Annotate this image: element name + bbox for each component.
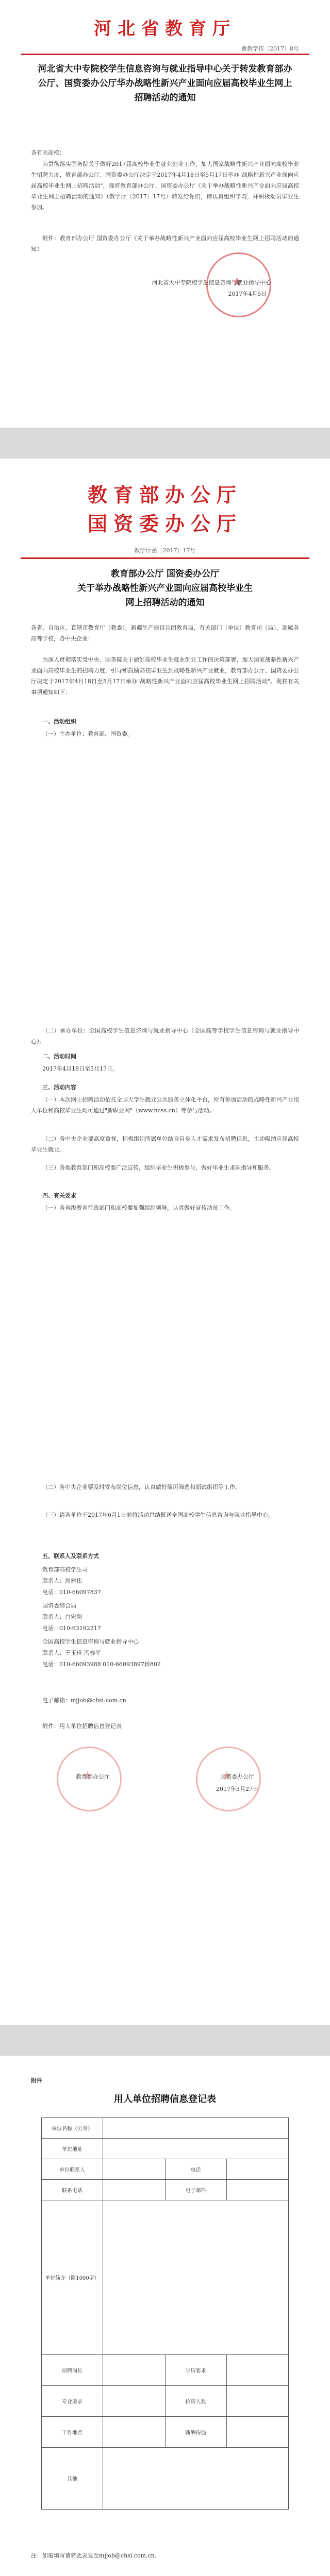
form-value [226,2159,289,2180]
form-value [103,2417,166,2448]
form-title: 用人单位招聘信息登记表 [114,2094,216,2105]
registration-form-table [41,2117,289,2510]
form-row [42,2118,289,2139]
page-gap [0,428,330,459]
page2-title-line1: 教育部办公厅 国资委办公厅 [111,569,219,579]
page2-header-line1: 教育部办公厅 [87,483,242,506]
section-5-heading: 五、联系人及联系方式 [42,1553,99,1560]
page1-red-rule [21,54,309,55]
section-4-a: （一）各省级教育行政部门和高校要加强组织领导，认真做好宣传动员工作。 [42,1205,235,1211]
page2-signer-right: 国资委办公厅 [220,1773,254,1780]
form-label: 招聘岗位 [42,2355,103,2386]
contact3-tel: 电话：010-66093988 010-66093897转802 [42,1661,161,1668]
form-label: 招聘人数 [165,2386,226,2417]
form-row [42,2139,289,2159]
section-1-b: （二）承办单位：全国高校学生信息咨询与就业指导中心（全国高等学校学生信息咨询与就业指导中心）。 [31,1027,299,1045]
section-1-heading: 一、活动组织 [42,718,76,725]
section-2-heading: 二、活动时间 [42,1053,76,1060]
page2-doc-number: 教学厅函〔2017〕17号 [134,547,196,554]
section-3-c: （三）各地教育部门和高校要广泛宣传，组织毕业生积极参与，做好毕业生求职指导和服务。 [42,1164,275,1171]
page2-red-rule [21,557,309,559]
form-label: 电话 [165,2159,226,2180]
section-4-heading: 四、有关要求 [42,1192,76,1199]
page2-title-line3: 网上招聘活动的通知 [125,598,205,608]
page-1 [0,0,330,428]
form-label: 联系电话 [42,2180,103,2200]
form-label: 其他 [42,2448,103,2510]
form-value [103,2180,166,2200]
contact3-org: 全国高校学生信息咨询与就业指导中心 [42,1638,139,1645]
form-label: 专业要求 [42,2386,103,2417]
form-label: 学历要求 [165,2355,226,2386]
form-note: 注：如需填写请将此表发至mjjob@chsi.com.cn。 [31,2552,160,2559]
form-label: 单位地址 [42,2139,103,2159]
form-label: 电子邮件 [165,2180,226,2200]
section-4-b: （二）各中央企业要及时发布岗位信息，认真做好简历筛选和面试组织等工作。 [42,1484,241,1490]
form-row [42,2200,289,2355]
page1-title: 河北省大中专院校学生信息咨询与就业指导中心关于转发教育部办公厅、国资委办公厅华办战略性新兴产业面向应届高校毕业生网上招聘活动的通知 [38,64,292,103]
page2-attachment-note: 附件：用人单位招聘信息登记表 [42,1723,122,1730]
contact2-tel: 电话：010-63192217 [42,1625,101,1632]
form-row [42,2159,289,2180]
page1-doc-number: 冀教学传〔2017〕8号 [241,45,299,52]
section-1-a: （一）主办单位：教育部、国资委。 [42,731,133,737]
form-label: 薪酬待遇 [165,2417,226,2448]
form-value [103,2200,289,2355]
form-label: 工作地点 [42,2417,103,2448]
page2-date: 2017年3月27日 [216,1786,258,1792]
page2-signer-left: 教育部办公厅 [76,1773,110,1780]
page2-intro: 为深入贯彻落实党中央、国务院关于做好高校毕业生就业创业工作的决策部署，加大国家战略性新兴产业面向高校毕业生的招聘力度，引导和鼓励高校毕业生到战略性新兴产业就业，教育部办公厅、国资委办公厅决定于2017年4月18日至5月17日举办"战略性新兴产业面向应届高校毕业生网上招聘活动"。现将有关事项通知如下： [31,656,299,696]
page-gap [0,2025,330,2056]
form-value [103,2355,166,2386]
contact2-name: 联系人：白宏刚 [42,1614,82,1620]
contact1-name: 联系人：周建伟 [42,1578,82,1584]
section-3-heading: 三、活动内容 [42,1084,76,1091]
section-2-a: 2017年4月18日至5月17日。 [42,1065,118,1072]
page1-body: 为贯彻落实国务院关于做好2017届高校毕业生就业创业工作，加大国家战略性新兴产业面向高校毕业生招聘力度，教育部办公厅、国资委办公厅决定于2017年4月18日至5月17日举办"战略性新兴产业面向应届高校毕业生网上招聘活动"，现将教育部办公厅、国资委办公厅《关于举办战略性新兴产业面向应届高校毕业生网上招聘活动的通知》（教学厅〔2017〕17号）转发给你们，请认真组织学习，并积极动员毕业生参加。 [31,161,299,211]
form-value [103,2159,166,2180]
contact1-org: 教育部高校学生司 [42,1566,88,1573]
page1-salutation: 各有关高校： [31,149,65,156]
form-value [226,2180,289,2200]
contact1-tel: 电话：010-66097837 [42,1589,101,1596]
page1-signer: 河北省大中专院校学生信息咨询与就业指导中心 [152,279,271,286]
form-value [103,2139,289,2159]
form-row [42,2355,289,2386]
section-3-a: （一）本次网上招聘活动依托全国大学生就业公共服务立体化平台，所有参加活动的战略性新兴产业用人单位和高校毕业生均可通过"新职业网"（www.ncss.cn）等参与活动。 [31,1096,299,1114]
form-value [103,2118,289,2139]
form-row [42,2180,289,2200]
form-label: 单位联系人 [42,2159,103,2180]
page3-attach-label: 附件 [31,2077,42,2084]
page-2 [0,459,330,2025]
form-value [226,2355,289,2386]
contact-email: 电子邮箱：mjjob@chsi.com.cn [42,1697,126,1704]
contact2-org: 国资委综合局 [42,1602,76,1609]
form-label: 单位名称（公章） [42,2118,103,2139]
page1-header: 河北省教育厅 [94,19,236,39]
page2-title-line2: 关于举办战略性新兴产业面向应届高校毕业生 [77,583,253,594]
page1-date: 2017年4月5日 [228,291,267,297]
page2-salutation: 各省、自治区、直辖市教育厅（教委），新疆生产建设兵团教育局，有关部门（单位）教育司（局），部属各高等学校，各中央企业： [31,624,299,642]
contact3-name: 联系人：王玉珏 冯春平 [42,1650,101,1656]
form-value [103,2386,166,2417]
form-row [42,2417,289,2448]
form-row [42,2448,289,2510]
page1-attachment: 附件：教育部办公厅 国资委办公厅《关于举办战略性新兴产业面向应届高校毕业生网上招聘活动的通知》 [31,235,299,252]
page-3 [0,2056,330,2576]
section-4-c: （三）请各单位于2017年6月1日前将活动总结报送全国高校学生信息咨询与就业指导中心。 [42,1512,274,1518]
form-value [103,2448,289,2510]
form-value [226,2386,289,2417]
form-label: 单位简介（限1000字） [42,2200,103,2355]
form-value [226,2417,289,2448]
section-3-b: （二）各中央企业要高度重视，积极组织所属单位结合自身人才需求发布招聘信息，主动吸纳应届高校毕业生就业。 [31,1136,299,1153]
page2-header-line2: 国资委办公厅 [87,512,242,535]
form-row [42,2386,289,2417]
